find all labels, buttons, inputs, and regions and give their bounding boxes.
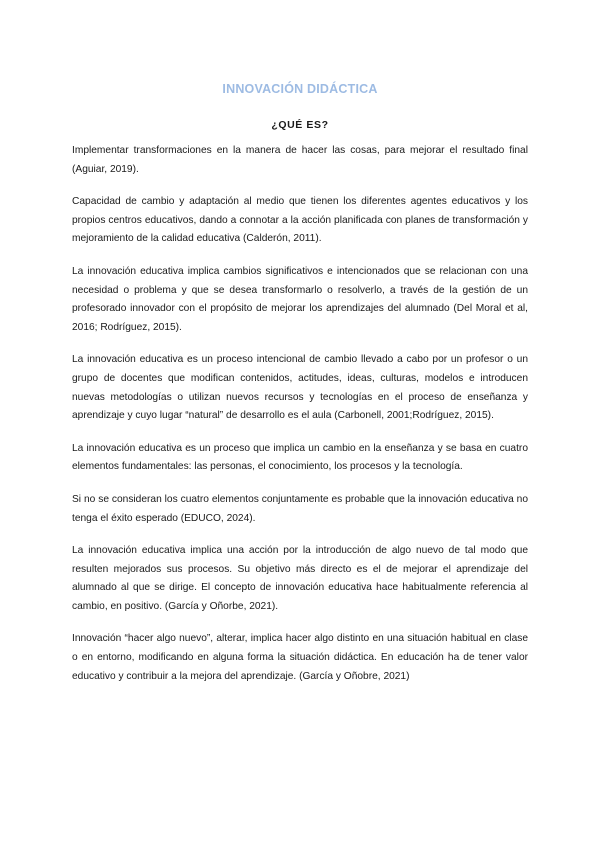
document-body xyxy=(72,142,528,700)
paragraph-8: Innovación “hacer algo nuevo”, alterar, implica hacer algo distinto en una situación habitual en clase o en entorno, modificando en alguna forma la situación didáctica. En educación ha de tener valor educativo y contribuir a la mejora del aprendizaje. (García y Oñobre, 2021) xyxy=(72,633,528,682)
document-title: INNOVACIÓN DIDÁCTICA xyxy=(222,82,378,96)
paragraph-5: La innovación educativa es un proceso que implica un cambio en la enseñanza y se basa en cuatro elementos fundamentales: las personas, el conocimiento, los procesos y la tecnología. xyxy=(72,442,528,473)
section-heading: ¿QUÉ ES? xyxy=(271,119,329,131)
paragraph-4: La innovación educativa es un proceso intencional de cambio llevado a cabo por un profesor o un grupo de docentes que modifican contenidos, actitudes, ideas, culturas, modelos e introducen nuevas metodologías o utilizan nuevos recursos y tecnologías en el proceso de enseñanza y aprendizaje y cuyo lugar “natural” de desarrollo es el aula (Carbonell, 2001;Rodríguez, 2015). xyxy=(72,354,528,422)
paragraph-3: La innovación educativa implica cambios significativos e intencionados que se relacionan con una necesidad o problema y que se desea transformarlo o resolverlo, a través de la gestión de un profesorado innovador con el propósito de mejorar los aprendizajes del alumnado (Del Moral et al, 2016; Rodríguez, 2015). xyxy=(72,265,528,333)
paragraph-6: Si no se consideran los cuatro elementos conjuntamente es probable que la innovación educativa no tenga el éxito esperado (EDUCO, 2024). xyxy=(72,493,528,524)
paragraph-1: Implementar transformaciones en la manera de hacer las cosas, para mejorar el resultado final (Aguiar, 2019). xyxy=(72,145,528,175)
paragraph-7: La innovación educativa implica una acción por la introducción de algo nuevo de tal modo que resulten mejorados sus procesos. Su objetivo más directo es el de mejorar el aprendizaje del alumnado al que se dirige. El concepto de innovación educativa hace habitualmente referencia al cambio, en positivo. (García y Oñorbe, 2021). xyxy=(72,545,528,612)
paragraph-2: Capacidad de cambio y adaptación al medio que tienen los diferentes agentes educativos y los propios centros educativos, dando a connotar a la acción planificada con planes de transformación y mejoramiento de la calidad educativa (Calderón, 2011). xyxy=(72,196,528,245)
